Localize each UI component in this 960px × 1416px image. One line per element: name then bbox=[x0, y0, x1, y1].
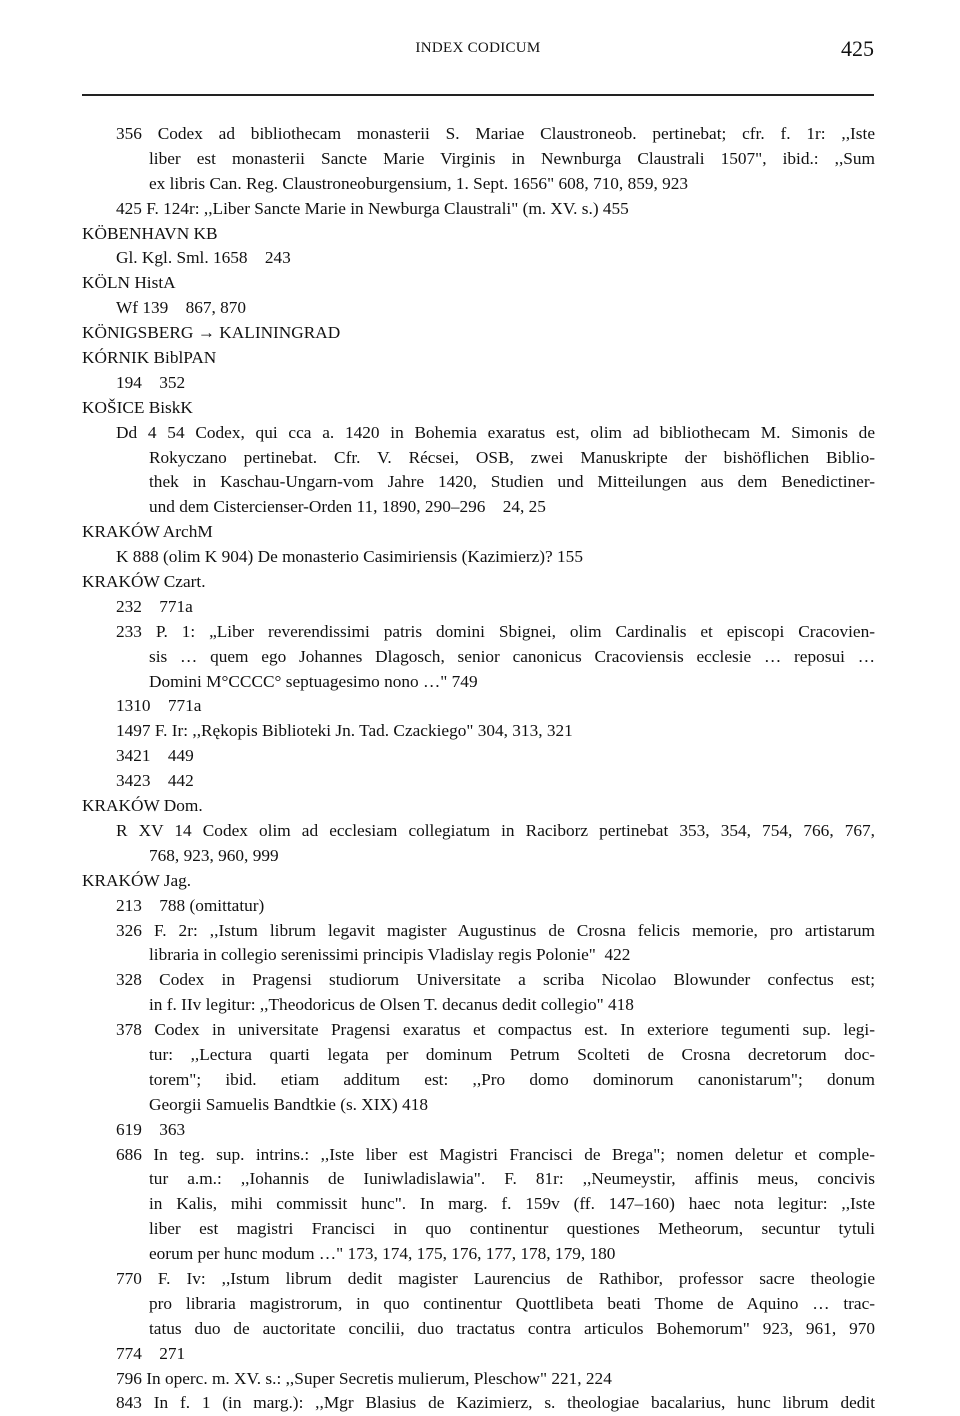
running-title: INDEX CODICUM bbox=[415, 40, 541, 56]
index-entry-line: eorum per hunc modum …" 173, 174, 175, 176, 177, 178, 179, 180 bbox=[149, 1244, 616, 1264]
index-entry-line: 425 F. 124r: ,,Liber Sancte Marie in Newburga Claustrali" (m. XV. s.) 455 bbox=[116, 198, 629, 218]
index-entry-line: Rokyczano pertinebat. Cfr. V. Récsei, OSB, zwei Manuskripte der bishöflichen Biblio- bbox=[149, 447, 875, 467]
page-header bbox=[82, 36, 874, 66]
index-entry-line: in Kalis, mihi commissit hunc". In marg. f. 159v (ff. 147–160) haec nota legitur: ,,Iste bbox=[149, 1194, 875, 1214]
index-entry-line: thek in Kaschau-Ungarn-vom Jahre 1420, Studien und Mitteilungen aus dem Benedictiner- bbox=[149, 472, 875, 492]
library-heading: KÖLN HistA bbox=[82, 273, 176, 293]
library-heading: KÖBENHAVN KB bbox=[82, 223, 218, 243]
library-heading: KRAKÓW Czart. bbox=[82, 572, 206, 592]
index-entry-line: 232 771a bbox=[116, 596, 193, 616]
index-entry-line: Georgii Samuelis Bandtkie (s. XIX) 418 bbox=[149, 1094, 429, 1114]
index-entry-line: 194 352 bbox=[116, 372, 186, 392]
index-entry-line: 378 Codex in universitate Pragensi exaratus et compactus est. In exteriore tegumenti sup. legi- bbox=[116, 1020, 875, 1040]
index-entry-line: Wf 139 867, 870 bbox=[116, 298, 247, 318]
index-entry-line: pro libraria magistrorum, in quo continentur Quottlibeta beati Thome de Aquino … trac- bbox=[149, 1293, 875, 1313]
index-entry-line: 774 271 bbox=[116, 1343, 186, 1363]
index-entry-line: libraria in collegio serenissimi principis Vladislay regis Polonie" 422 bbox=[149, 945, 631, 965]
library-heading: KRAKÓW Jag. bbox=[82, 870, 192, 890]
index-body bbox=[82, 122, 875, 1416]
index-entry-line: 843 In f. 1 (in marg.): ,,Mgr Blasius de Kazimierz, s. theologiae bacalarius, hunc librum dedit bbox=[116, 1393, 875, 1413]
index-entry-line: 770 F. Iv: ,,Istum librum dedit magister Laurencius de Rathibor, professor sacre theologie bbox=[116, 1268, 875, 1288]
index-entry-line: 233 P. 1: „Liber reverendissimi patris domini Sbignei, olim Cardinalis et episcopi Cracovien- bbox=[116, 621, 875, 641]
page-number: 425 bbox=[841, 36, 874, 61]
index-entry-line: 768, 923, 960, 999 bbox=[149, 845, 279, 865]
index-entry-line: 619 363 bbox=[116, 1119, 186, 1139]
header-rule bbox=[82, 94, 874, 96]
index-entry-line: 3423 442 bbox=[116, 771, 194, 791]
index-entry-line: sis … quem ego Johannes Dlagosch, senior canonicus Cracoviensis ecclesie … reposui … bbox=[149, 646, 875, 666]
index-entry-line: 326 F. 2r: ,,Istum librum legavit magister Augustinus de Crosna felicis memorie, pro artistarum bbox=[116, 920, 875, 940]
index-entry-line: tur: ,,Lectura quarti legata per dominum Petrum Scolteti de Crosna decretorum doc- bbox=[149, 1044, 875, 1064]
library-heading: KOŠICE BiskK bbox=[82, 397, 193, 417]
library-heading: KÖNIGSBERG → KALININGRAD bbox=[82, 323, 341, 343]
index-entry-line: tur a.m.: ,,Iohannis de Iuniwladislawia". F. 81r: ,,Neumeystir, affinis meus, concivis bbox=[149, 1169, 875, 1189]
index-entry-line: K 888 (olim K 904) De monasterio Casimiriensis (Kazimierz)? 155 bbox=[116, 547, 583, 567]
index-entry-line: in f. IIv legitur: ,,Theodoricus de Olsen T. decanus dedit collegio" 418 bbox=[149, 995, 634, 1015]
index-entry-line: tatus duo de auctoritate concilii, duo tractatus contra articulos Bohemorum" 923, 961, 970 bbox=[149, 1318, 875, 1338]
index-entry-line: torem"; ibid. etiam additum est: ,,Pro domo dominorum canonistarum"; donum bbox=[149, 1069, 875, 1089]
index-entry-line: 328 Codex in Pragensi studiorum Universitate a scriba Nicolao Blowunder confectus est; bbox=[116, 970, 875, 990]
index-entry-line: liber est magistri Francisci in quo continentur questiones Metheorum, secuntur tytuli bbox=[149, 1219, 875, 1239]
index-entry-line: 1310 771a bbox=[116, 696, 202, 716]
index-entry-line: ex libris Can. Reg. Claustroneoburgensium, 1. Sept. 1656" 608, 710, 859, 923 bbox=[149, 173, 689, 193]
index-entry-line: Domini M°CCCC° septuagesimo nono …" 749 bbox=[149, 671, 478, 691]
index-entry-line: Gl. Kgl. Sml. 1658 243 bbox=[116, 248, 291, 268]
index-entry-line: liber est monasterii Sancte Marie Virginis in Newnburga Claustrali 1507", ibid.: ,,Sum bbox=[149, 148, 875, 168]
library-heading: KRAKÓW Dom. bbox=[82, 796, 203, 816]
index-entry-line: 796 In operc. m. XV. s.: ,,Super Secretis mulierum, Pleschow" 221, 224 bbox=[116, 1368, 612, 1388]
index-entry-line: Dd 4 54 Codex, qui cca a. 1420 in Bohemia exaratus est, olim ad bibliothecam M. Simonis de bbox=[116, 422, 875, 442]
index-entry-line: 686 In teg. sup. intrins.: ,,Iste liber est Magistri Francisci de Brega"; nomen deletur et comple- bbox=[116, 1144, 875, 1164]
index-entry-line: 3421 449 bbox=[116, 746, 194, 766]
library-heading: KRAKÓW ArchM bbox=[82, 522, 213, 542]
index-entry-line: und dem Cistercienser-Orden 11, 1890, 290–296 24, 25 bbox=[149, 497, 546, 517]
index-entry-line: 213 788 (omittatur) bbox=[116, 895, 265, 915]
library-heading: KÓRNIK BiblPAN bbox=[82, 348, 217, 368]
index-entry-line: 356 Codex ad bibliothecam monasterii S. Mariae Claustroneob. pertinebat; cfr. f. 1r: ,,Iste bbox=[116, 124, 875, 143]
index-entry-line: R XV 14 Codex olim ad ecclesiam collegiatum in Raciborz pertinebat 353, 354, 754, 766, 767, bbox=[116, 820, 875, 840]
index-entry-line: 1497 F. Ir: ,,Rękopis Biblioteki Jn. Tad. Czackiego" 304, 313, 321 bbox=[116, 721, 573, 741]
